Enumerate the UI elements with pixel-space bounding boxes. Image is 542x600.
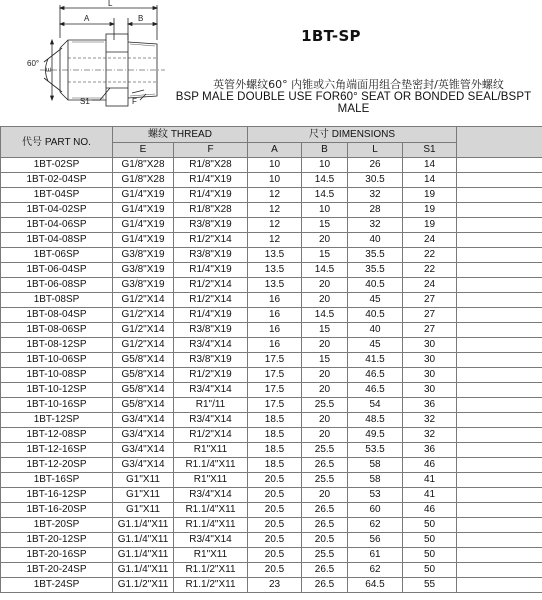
dim-l-cell: 45	[348, 338, 403, 353]
dim-l-cell: 26	[348, 158, 403, 173]
blank-cell	[457, 173, 542, 188]
dim-a-cell: 13.5	[248, 278, 302, 293]
dim-l-cell: 58	[348, 458, 403, 473]
dim-s1-cell: 50	[403, 518, 457, 533]
thread-e-cell: G1/4"X19	[113, 233, 174, 248]
thread-f-cell: R3/4"X14	[174, 338, 248, 353]
dim-s1-cell: 50	[403, 548, 457, 563]
dim-a-cell: 12	[248, 203, 302, 218]
blank-cell	[457, 428, 542, 443]
blank-cell	[457, 443, 542, 458]
part-no-cell: 1BT-04-08SP	[1, 233, 113, 248]
dim-b-cell: 20	[302, 278, 348, 293]
table-row	[1, 533, 542, 548]
table-row	[1, 383, 542, 398]
dim-a-cell: 20.5	[248, 548, 302, 563]
dim-b-cell: 26.5	[302, 518, 348, 533]
dim-l-cell: 58	[348, 473, 403, 488]
dim-l-cell: 40.5	[348, 278, 403, 293]
header-a: A	[248, 143, 302, 158]
dim-a-cell: 17.5	[248, 398, 302, 413]
thread-e-cell: G1"X11	[113, 473, 174, 488]
table-row	[1, 548, 542, 563]
thread-e-cell: G1/2"X14	[113, 323, 174, 338]
thread-f-cell: R1/8"X28	[174, 203, 248, 218]
part-no-cell: 1BT-12SP	[1, 413, 113, 428]
dim-b-cell: 26.5	[302, 503, 348, 518]
thread-e-cell: G1/4"X19	[113, 188, 174, 203]
dim-s1-cell: 30	[403, 368, 457, 383]
thread-f-cell: R1"X11	[174, 443, 248, 458]
part-no-cell: 1BT-06SP	[1, 248, 113, 263]
thread-e-cell: G1"X11	[113, 488, 174, 503]
dim-b-cell: 20	[302, 413, 348, 428]
blank-cell	[457, 263, 542, 278]
description-english: BSP MALE DOUBLE USE FOR60° SEAT OR BONDED SEAL/BSPT MALE	[175, 91, 532, 115]
dim-l-cell: 45	[348, 293, 403, 308]
part-no-cell: 1BT-02SP	[1, 158, 113, 173]
dim-s1-cell: 55	[403, 578, 457, 593]
table-row	[1, 293, 542, 308]
dim-b-cell: 14.5	[302, 188, 348, 203]
thread-e-cell: G5/8"X14	[113, 383, 174, 398]
dim-l-cell: 64.5	[348, 578, 403, 593]
dim-label-angle: 60°	[27, 59, 40, 68]
dim-l-cell: 46.5	[348, 383, 403, 398]
blank-cell	[457, 473, 542, 488]
thread-f-cell: R1/4"X19	[174, 188, 248, 203]
thread-e-cell: G1.1/4"X11	[113, 548, 174, 563]
dim-a-cell: 12	[248, 188, 302, 203]
dim-s1-cell: 14	[403, 158, 457, 173]
dim-a-cell: 10	[248, 173, 302, 188]
part-no-cell: 1BT-08SP	[1, 293, 113, 308]
blank-cell	[457, 188, 542, 203]
blank-cell	[457, 578, 542, 593]
blank-cell	[457, 338, 542, 353]
thread-f-cell: R3/4"X14	[174, 533, 248, 548]
part-no-cell: 1BT-16-12SP	[1, 488, 113, 503]
blank-cell	[457, 413, 542, 428]
part-no-cell: 1BT-10-08SP	[1, 368, 113, 383]
description-chinese: 英管外螺纹60° 内锥或六角端面用组合垫密封/英锥管外螺纹	[213, 78, 504, 91]
dim-b-cell: 25.5	[302, 548, 348, 563]
dim-a-cell: 20.5	[248, 563, 302, 578]
dim-s1-cell: 27	[403, 323, 457, 338]
part-no-cell: 1BT-12-20SP	[1, 458, 113, 473]
thread-e-cell: G5/8"X14	[113, 353, 174, 368]
dim-l-cell: 41.5	[348, 353, 403, 368]
dim-l-cell: 35.5	[348, 263, 403, 278]
table-row	[1, 278, 542, 293]
dim-label-a: A	[84, 14, 90, 23]
thread-e-cell: G3/8"X19	[113, 248, 174, 263]
dim-s1-cell: 22	[403, 248, 457, 263]
dim-l-cell: 61	[348, 548, 403, 563]
part-no-cell: 1BT-10-12SP	[1, 383, 113, 398]
dim-a-cell: 10	[248, 158, 302, 173]
blank-cell	[457, 503, 542, 518]
dim-b-cell: 14.5	[302, 308, 348, 323]
dim-a-cell: 16	[248, 338, 302, 353]
thread-f-cell: R1.1/4"X11	[174, 458, 248, 473]
thread-e-cell: G1/8"X28	[113, 173, 174, 188]
blank-cell	[457, 533, 542, 548]
part-no-cell: 1BT-08-12SP	[1, 338, 113, 353]
thread-e-cell: G3/4"X14	[113, 413, 174, 428]
dim-label-e: E	[46, 67, 53, 72]
part-no-cell: 1BT-20SP	[1, 518, 113, 533]
dim-l-cell: 35.5	[348, 248, 403, 263]
spec-table	[0, 126, 542, 593]
dim-b-cell: 26.5	[302, 578, 348, 593]
dim-a-cell: 23	[248, 578, 302, 593]
table-row	[1, 443, 542, 458]
dim-b-cell: 20	[302, 233, 348, 248]
dim-l-cell: 46.5	[348, 368, 403, 383]
part-no-cell: 1BT-10-16SP	[1, 398, 113, 413]
dim-s1-cell: 24	[403, 278, 457, 293]
blank-cell	[457, 323, 542, 338]
thread-f-cell: R1"/11	[174, 398, 248, 413]
dim-b-cell: 10	[302, 203, 348, 218]
dim-label-l: L	[108, 0, 113, 8]
dim-b-cell: 26.5	[302, 458, 348, 473]
table-row	[1, 458, 542, 473]
table-row	[1, 578, 542, 593]
blank-cell	[457, 203, 542, 218]
dim-l-cell: 40.5	[348, 308, 403, 323]
header-s1: S1	[403, 143, 457, 158]
blank-cell	[457, 158, 542, 173]
thread-f-cell: R1/2"X14	[174, 428, 248, 443]
dim-a-cell: 16	[248, 293, 302, 308]
thread-f-cell: R1.1/4"X11	[174, 503, 248, 518]
thread-e-cell: G1/4"X19	[113, 218, 174, 233]
table-row	[1, 473, 542, 488]
dim-s1-cell: 19	[403, 203, 457, 218]
table-row	[1, 233, 542, 248]
thread-e-cell: G3/8"X19	[113, 263, 174, 278]
thread-e-cell: G1.1/4"X11	[113, 518, 174, 533]
thread-f-cell: R1"X11	[174, 473, 248, 488]
blank-cell	[457, 383, 542, 398]
header-l: L	[348, 143, 403, 158]
thread-f-cell: R1/2"X14	[174, 293, 248, 308]
dim-s1-cell: 41	[403, 473, 457, 488]
blank-cell	[457, 308, 542, 323]
dim-l-cell: 53.5	[348, 443, 403, 458]
part-no-cell: 1BT-16SP	[1, 473, 113, 488]
header-b: B	[302, 143, 348, 158]
table-row	[1, 308, 542, 323]
dim-s1-cell: 32	[403, 413, 457, 428]
dim-l-cell: 62	[348, 563, 403, 578]
dim-b-cell: 26.5	[302, 563, 348, 578]
part-no-cell: 1BT-10-06SP	[1, 353, 113, 368]
table-row	[1, 218, 542, 233]
thread-f-cell: R1.1/2"X11	[174, 578, 248, 593]
thread-e-cell: G1.1/2"X11	[113, 578, 174, 593]
table-row	[1, 518, 542, 533]
dim-b-cell: 20	[302, 488, 348, 503]
thread-e-cell: G3/8"X19	[113, 278, 174, 293]
thread-f-cell: R3/8"X19	[174, 218, 248, 233]
dim-a-cell: 18.5	[248, 428, 302, 443]
dim-l-cell: 60	[348, 503, 403, 518]
blank-cell	[457, 248, 542, 263]
dim-s1-cell: 27	[403, 308, 457, 323]
thread-f-cell: R1/2"X14	[174, 233, 248, 248]
dim-b-cell: 20	[302, 293, 348, 308]
dim-s1-cell: 22	[403, 263, 457, 278]
dim-l-cell: 56	[348, 533, 403, 548]
spec-table-body	[1, 158, 542, 593]
blank-cell	[457, 398, 542, 413]
part-no-cell: 1BT-20-12SP	[1, 533, 113, 548]
header-blank	[457, 127, 542, 158]
dim-b-cell: 15	[302, 248, 348, 263]
table-row	[1, 173, 542, 188]
dim-s1-cell: 41	[403, 488, 457, 503]
part-no-cell: 1BT-12-08SP	[1, 428, 113, 443]
dim-l-cell: 40	[348, 323, 403, 338]
dim-s1-cell: 24	[403, 233, 457, 248]
dim-s1-cell: 36	[403, 443, 457, 458]
table-row	[1, 368, 542, 383]
table-row	[1, 413, 542, 428]
thread-e-cell: G1"X11	[113, 503, 174, 518]
dim-s1-cell: 46	[403, 458, 457, 473]
part-no-cell: 1BT-20-16SP	[1, 548, 113, 563]
thread-f-cell: R1/4"X19	[174, 308, 248, 323]
dim-a-cell: 12	[248, 218, 302, 233]
thread-f-cell: R1/4"X19	[174, 263, 248, 278]
dim-l-cell: 48.5	[348, 413, 403, 428]
table-row	[1, 503, 542, 518]
thread-f-cell: R1/8"X28	[174, 158, 248, 173]
dim-a-cell: 13.5	[248, 248, 302, 263]
part-no-cell: 1BT-20-24SP	[1, 563, 113, 578]
part-no-cell: 1BT-12-16SP	[1, 443, 113, 458]
dim-l-cell: 54	[348, 398, 403, 413]
dim-s1-cell: 30	[403, 338, 457, 353]
dim-b-cell: 25.5	[302, 473, 348, 488]
dim-a-cell: 12	[248, 233, 302, 248]
part-no-cell: 1BT-06-08SP	[1, 278, 113, 293]
header-thread: 螺纹 THREAD	[113, 127, 248, 143]
blank-cell	[457, 233, 542, 248]
thread-e-cell: G1/2"X14	[113, 338, 174, 353]
dim-b-cell: 15	[302, 323, 348, 338]
dim-b-cell: 14.5	[302, 173, 348, 188]
blank-cell	[457, 293, 542, 308]
dim-a-cell: 18.5	[248, 413, 302, 428]
thread-e-cell: G5/8"X14	[113, 368, 174, 383]
dim-a-cell: 20.5	[248, 533, 302, 548]
thread-f-cell: R3/8"X19	[174, 353, 248, 368]
dim-label-f: F	[132, 97, 137, 106]
dim-b-cell: 15	[302, 218, 348, 233]
dim-s1-cell: 19	[403, 218, 457, 233]
dim-l-cell: 53	[348, 488, 403, 503]
dim-b-cell: 20.5	[302, 533, 348, 548]
header-dimensions: 尺寸 DIMENSIONS	[248, 127, 457, 143]
blank-cell	[457, 368, 542, 383]
table-row	[1, 563, 542, 578]
dim-a-cell: 13.5	[248, 263, 302, 278]
dim-s1-cell: 32	[403, 428, 457, 443]
dim-a-cell: 20.5	[248, 473, 302, 488]
thread-e-cell: G1.1/4"X11	[113, 563, 174, 578]
product-title	[0, 27, 542, 45]
thread-f-cell: R3/4"X14	[174, 383, 248, 398]
thread-f-cell: R1/2"X14	[174, 278, 248, 293]
table-row	[1, 353, 542, 368]
dim-l-cell: 40	[348, 233, 403, 248]
dim-s1-cell: 19	[403, 188, 457, 203]
table-row	[1, 158, 542, 173]
thread-e-cell: G3/4"X14	[113, 443, 174, 458]
dim-a-cell: 18.5	[248, 458, 302, 473]
part-no-cell: 1BT-24SP	[1, 578, 113, 593]
dim-s1-cell: 46	[403, 503, 457, 518]
blank-cell	[457, 488, 542, 503]
dim-a-cell: 17.5	[248, 353, 302, 368]
header-f: F	[174, 143, 248, 158]
thread-f-cell: R3/8"X19	[174, 323, 248, 338]
thread-f-cell: R3/4"X14	[174, 413, 248, 428]
dim-b-cell: 20	[302, 338, 348, 353]
dim-label-s1: S1	[80, 97, 90, 106]
dim-l-cell: 28	[348, 203, 403, 218]
table-row	[1, 488, 542, 503]
dim-a-cell: 17.5	[248, 368, 302, 383]
table-row	[1, 188, 542, 203]
dim-l-cell: 30.5	[348, 173, 403, 188]
part-no-cell: 1BT-06-04SP	[1, 263, 113, 278]
blank-cell	[457, 518, 542, 533]
thread-e-cell: G5/8"X14	[113, 398, 174, 413]
table-row	[1, 203, 542, 218]
part-no-cell: 1BT-08-06SP	[1, 323, 113, 338]
blank-cell	[457, 218, 542, 233]
dim-b-cell: 20	[302, 383, 348, 398]
thread-f-cell: R1/2"X19	[174, 368, 248, 383]
table-row	[1, 398, 542, 413]
dim-a-cell: 20.5	[248, 518, 302, 533]
product-title-text: 1BT-SP	[301, 27, 361, 45]
dim-a-cell: 18.5	[248, 443, 302, 458]
dim-b-cell: 10	[302, 158, 348, 173]
dim-s1-cell: 36	[403, 398, 457, 413]
dim-b-cell: 25.5	[302, 398, 348, 413]
dim-a-cell: 20.5	[248, 503, 302, 518]
thread-e-cell: G1/4"X19	[113, 203, 174, 218]
dim-l-cell: 32	[348, 188, 403, 203]
thread-f-cell: R3/8"X19	[174, 248, 248, 263]
part-no-cell: 1BT-02-04SP	[1, 173, 113, 188]
thread-e-cell: G1/2"X14	[113, 293, 174, 308]
thread-e-cell: G1/2"X14	[113, 308, 174, 323]
fitting-drawing	[0, 0, 175, 112]
dim-a-cell: 16	[248, 323, 302, 338]
dim-s1-cell: 30	[403, 353, 457, 368]
dim-a-cell: 16	[248, 308, 302, 323]
dim-s1-cell: 30	[403, 383, 457, 398]
thread-e-cell: G3/4"X14	[113, 428, 174, 443]
table-row	[1, 323, 542, 338]
table-row	[1, 248, 542, 263]
dim-b-cell: 14.5	[302, 263, 348, 278]
part-no-cell: 1BT-04-02SP	[1, 203, 113, 218]
blank-cell	[457, 548, 542, 563]
header-e: E	[113, 143, 174, 158]
thread-e-cell: G3/4"X14	[113, 458, 174, 473]
dim-label-b: B	[138, 14, 144, 23]
part-no-cell: 1BT-04-06SP	[1, 218, 113, 233]
dim-b-cell: 25.5	[302, 443, 348, 458]
table-row	[1, 338, 542, 353]
thread-f-cell: R1.1/2"X11	[174, 563, 248, 578]
dim-s1-cell: 14	[403, 173, 457, 188]
thread-e-cell: G1.1/4"X11	[113, 533, 174, 548]
dim-s1-cell: 50	[403, 563, 457, 578]
blank-cell	[457, 563, 542, 578]
dim-a-cell: 20.5	[248, 488, 302, 503]
part-no-cell: 1BT-16-20SP	[1, 503, 113, 518]
part-no-cell: 1BT-04SP	[1, 188, 113, 203]
dim-l-cell: 62	[348, 518, 403, 533]
thread-f-cell: R1"X11	[174, 548, 248, 563]
table-row	[1, 428, 542, 443]
dim-s1-cell: 50	[403, 533, 457, 548]
dim-b-cell: 20	[302, 368, 348, 383]
blank-cell	[457, 458, 542, 473]
thread-f-cell: R1.1/4"X11	[174, 518, 248, 533]
thread-e-cell: G1/8"X28	[113, 158, 174, 173]
dim-b-cell: 15	[302, 353, 348, 368]
table-row	[1, 263, 542, 278]
dim-l-cell: 49.5	[348, 428, 403, 443]
blank-cell	[457, 278, 542, 293]
part-no-cell: 1BT-08-04SP	[1, 308, 113, 323]
thread-f-cell: R1/4"X19	[174, 173, 248, 188]
thread-f-cell: R3/4"X14	[174, 488, 248, 503]
dim-l-cell: 32	[348, 218, 403, 233]
header-part-no: 代号 PART NO.	[1, 127, 113, 158]
dim-s1-cell: 27	[403, 293, 457, 308]
dim-a-cell: 17.5	[248, 383, 302, 398]
dim-b-cell: 20	[302, 428, 348, 443]
blank-cell	[457, 353, 542, 368]
